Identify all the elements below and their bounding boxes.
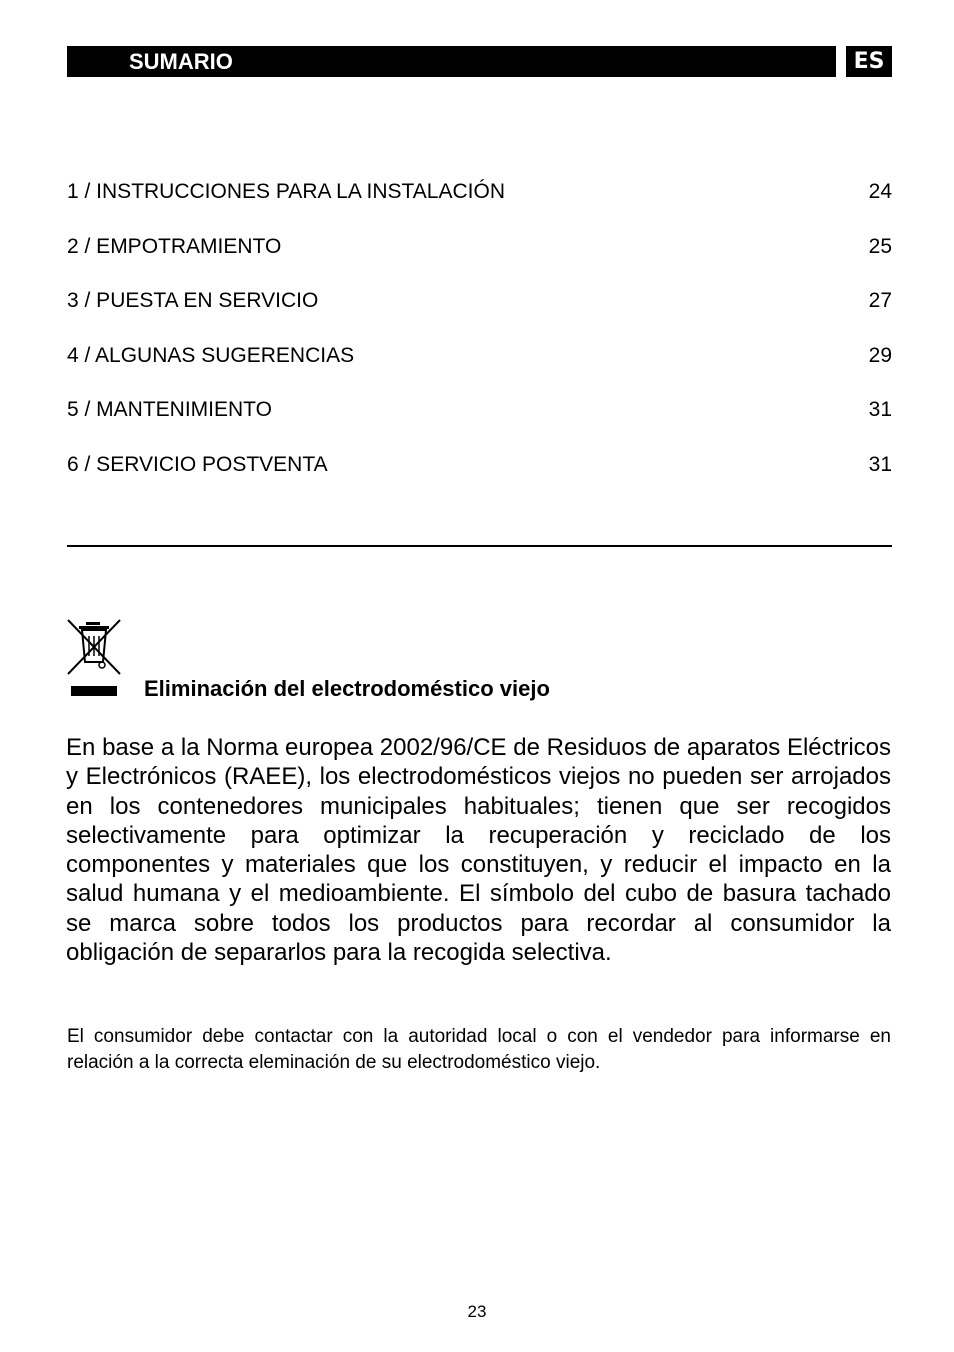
section-title: Eliminación del electrodoméstico viejo [144,676,550,701]
section-divider [67,545,892,547]
toc-item-page: 27 [868,289,892,313]
page-number: 23 [467,1302,487,1321]
toc-item-label: 1 / INSTRUCCIONES PARA LA INSTALACIÓN [67,180,505,203]
toc-item[interactable] [67,398,892,453]
toc-item[interactable] [67,289,892,344]
consumer-note: El consumidor debe contactar con la autoridad local o con el vendedor para informarse en relación a la correcta eleminación de su electrodoméstico viejo. [67,1026,891,1073]
toc-item[interactable] [67,453,892,508]
language-badge: ES [846,46,892,77]
toc-item-label: 2 / EMPOTRAMIENTO [67,234,282,258]
table-of-contents [67,180,892,508]
toc-item-page: 31 [868,398,892,422]
disposal-paragraph: En base a la Norma europea 2002/96/CE de Residuos de aparatos Eléctricos y Electrónicos (RAEE), los electrodomésticos viejos no pueden ser arrojados en los contenedores municipales habituales; tienen que ser recogidos selectivamente para optimizar la recuperación y reciclado de los componentes y materiales que los constituyen, y reducir el impacto en la salud humana y el medioambiente. El símbolo del cubo de basura tachado se marca sobre todos los productos para recordar al consumidor la obligación de separarlos para la recogida selectiva. [66,734,891,967]
toc-item-label: 3 / PUESTA EN SERVICIO [67,289,319,313]
toc-item[interactable] [67,344,892,399]
toc-item-label: 4 / ALGUNAS SUGERENCIAS [67,343,355,367]
toc-item-page: 31 [868,452,892,476]
toc-item-page: 25 [868,234,892,258]
toc-item[interactable] [67,180,892,235]
toc-item[interactable] [67,235,892,290]
toc-item-page: 29 [868,343,892,367]
toc-item-page: 24 [868,180,892,203]
crossed-out-wheeled-bin-icon [66,618,122,696]
header-bar [67,46,836,77]
header-title: SUMARIO [129,49,233,74]
toc-item-label: 5 / MANTENIMIENTO [67,398,272,422]
toc-item-label: 6 / SERVICIO POSTVENTA [67,452,328,476]
